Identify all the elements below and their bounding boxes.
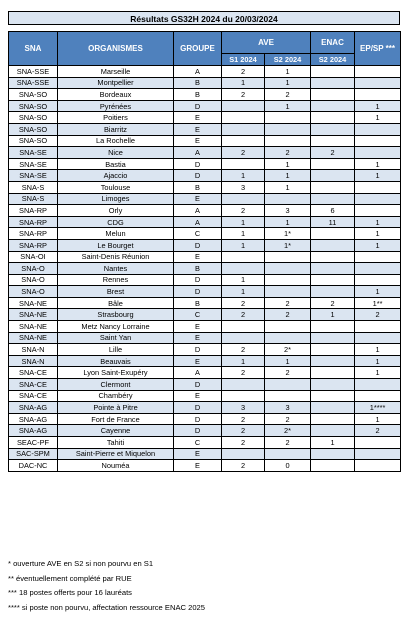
cell-ep-sp: 1 (355, 344, 401, 356)
cell-groupe: A (174, 216, 222, 228)
table-row (9, 100, 401, 112)
table-row (9, 309, 401, 321)
cell-ave-s1: 1 (222, 228, 265, 240)
cell-organisme: Biarritz (58, 123, 174, 135)
cell-ep-sp: 1 (355, 170, 401, 182)
cell-ave-s1: 1 (222, 170, 265, 182)
cell-ave-s1 (222, 135, 265, 147)
table-row (9, 390, 401, 402)
cell-groupe: E (174, 123, 222, 135)
cell-ave-s2: 2 (265, 413, 311, 425)
cell-ave-s2: 1* (265, 239, 311, 251)
cell-ave-s2: 1 (265, 355, 311, 367)
cell-groupe: A (174, 367, 222, 379)
footnote: **** si poste non pourvu, affectation ressource ENAC 2025 (8, 602, 205, 612)
cell-groupe: E (174, 355, 222, 367)
cell-sna: SNA-N (9, 355, 58, 367)
cell-groupe: B (174, 77, 222, 89)
cell-organisme: Orly (58, 205, 174, 217)
cell-sna: SNA-NE (9, 297, 58, 309)
cell-sna: SNA-SO (9, 89, 58, 101)
table-row (9, 448, 401, 460)
table-row (9, 402, 401, 414)
cell-ave-s2: 2 (265, 309, 311, 321)
cell-organisme: Beauvais (58, 355, 174, 367)
cell-sna: SNA-SE (9, 170, 58, 182)
cell-enac-s2 (311, 239, 355, 251)
cell-sna: SNA-N (9, 344, 58, 356)
cell-groupe: E (174, 390, 222, 402)
cell-enac-s2 (311, 390, 355, 402)
cell-ave-s2: 1 (265, 100, 311, 112)
cell-groupe: C (174, 309, 222, 321)
cell-sna: SEAC-PF (9, 437, 58, 449)
table-row (9, 297, 401, 309)
table-row (9, 286, 401, 298)
cell-organisme: Toulouse (58, 181, 174, 193)
header-groupe: GROUPE (174, 32, 222, 66)
cell-ave-s2: 1 (265, 170, 311, 182)
cell-groupe: B (174, 181, 222, 193)
cell-ave-s2: 1 (265, 181, 311, 193)
cell-groupe: E (174, 135, 222, 147)
header-organismes: ORGANISMES (58, 32, 174, 66)
cell-ave-s2: 1 (265, 77, 311, 89)
cell-enac-s2 (311, 193, 355, 205)
cell-enac-s2 (311, 100, 355, 112)
cell-ep-sp (355, 147, 401, 159)
cell-enac-s2 (311, 251, 355, 263)
cell-ep-sp (355, 193, 401, 205)
cell-enac-s2 (311, 274, 355, 286)
cell-organisme: Metz Nancy Lorraine (58, 321, 174, 333)
cell-ave-s1: 2 (222, 309, 265, 321)
cell-ave-s1: 2 (222, 297, 265, 309)
cell-ep-sp (355, 437, 401, 449)
table-row (9, 344, 401, 356)
cell-sna: SNA-AG (9, 425, 58, 437)
cell-ave-s2 (265, 332, 311, 344)
cell-groupe: D (174, 344, 222, 356)
table-row (9, 437, 401, 449)
table-row (9, 332, 401, 344)
cell-ep-sp: 1**** (355, 402, 401, 414)
cell-enac-s2: 1 (311, 437, 355, 449)
cell-organisme: La Rochelle (58, 135, 174, 147)
cell-groupe: E (174, 332, 222, 344)
cell-ave-s1: 2 (222, 89, 265, 101)
cell-groupe: A (174, 205, 222, 217)
cell-enac-s2 (311, 448, 355, 460)
cell-enac-s2: 2 (311, 297, 355, 309)
cell-sna: SNA-CE (9, 379, 58, 391)
table-row (9, 112, 401, 124)
table-row (9, 158, 401, 170)
cell-sna: SNA-S (9, 193, 58, 205)
cell-ave-s2 (265, 263, 311, 275)
cell-ave-s1: 1 (222, 239, 265, 251)
cell-ave-s1 (222, 193, 265, 205)
results-table (8, 31, 401, 472)
cell-ave-s1 (222, 263, 265, 275)
cell-sna: SNA-RP (9, 205, 58, 217)
header-enac: ENAC (311, 32, 355, 54)
cell-organisme: Melun (58, 228, 174, 240)
cell-ep-sp: 1 (355, 286, 401, 298)
page-title: Résultats GS32H 2024 du 20/03/2024 (8, 11, 400, 25)
cell-ave-s2 (265, 251, 311, 263)
table-row (9, 123, 401, 135)
table-row (9, 425, 401, 437)
cell-ep-sp (355, 274, 401, 286)
cell-ave-s1: 2 (222, 460, 265, 472)
cell-organisme: Bâle (58, 297, 174, 309)
cell-enac-s2 (311, 66, 355, 78)
cell-organisme: Rennes (58, 274, 174, 286)
cell-ep-sp (355, 123, 401, 135)
cell-ave-s2 (265, 112, 311, 124)
cell-ave-s1: 2 (222, 367, 265, 379)
cell-ep-sp: 1 (355, 216, 401, 228)
cell-ave-s1: 1 (222, 216, 265, 228)
cell-sna: SNA-O (9, 263, 58, 275)
cell-sna: SNA-CE (9, 390, 58, 402)
table-row (9, 147, 401, 159)
table-row (9, 228, 401, 240)
cell-sna: SAC-SPM (9, 448, 58, 460)
cell-enac-s2 (311, 112, 355, 124)
cell-ep-sp: 2 (355, 309, 401, 321)
cell-ave-s2: 0 (265, 460, 311, 472)
table-row (9, 263, 401, 275)
cell-enac-s2 (311, 181, 355, 193)
results-sheet (8, 11, 400, 472)
cell-ave-s1 (222, 100, 265, 112)
cell-ave-s2: 2 (265, 297, 311, 309)
cell-enac-s2: 6 (311, 205, 355, 217)
cell-ave-s1: 3 (222, 402, 265, 414)
cell-ave-s2 (265, 135, 311, 147)
cell-organisme: Poitiers (58, 112, 174, 124)
cell-groupe: E (174, 321, 222, 333)
table-row (9, 239, 401, 251)
cell-enac-s2 (311, 263, 355, 275)
header-sna: SNA (9, 32, 58, 66)
cell-sna: SNA-RP (9, 239, 58, 251)
cell-ave-s1: 1 (222, 274, 265, 286)
cell-ave-s1: 1 (222, 77, 265, 89)
cell-ep-sp (355, 263, 401, 275)
cell-ep-sp: 2 (355, 425, 401, 437)
cell-ave-s2: 2 (265, 89, 311, 101)
cell-groupe: E (174, 448, 222, 460)
header-ave-s2: S2 2024 (265, 54, 311, 66)
cell-ep-sp: 1 (355, 158, 401, 170)
cell-sna: SNA-SSE (9, 66, 58, 78)
cell-organisme: Brest (58, 286, 174, 298)
cell-ave-s1 (222, 390, 265, 402)
cell-groupe: D (174, 170, 222, 182)
cell-ep-sp (355, 332, 401, 344)
cell-enac-s2 (311, 379, 355, 391)
table-row (9, 367, 401, 379)
cell-organisme: Fort de France (58, 413, 174, 425)
cell-sna: SNA-SO (9, 135, 58, 147)
cell-groupe: D (174, 379, 222, 391)
cell-groupe: D (174, 286, 222, 298)
cell-enac-s2 (311, 321, 355, 333)
cell-ave-s2 (265, 193, 311, 205)
cell-ave-s2 (265, 286, 311, 298)
cell-ave-s1: 1 (222, 355, 265, 367)
table-row (9, 274, 401, 286)
cell-ave-s1 (222, 158, 265, 170)
cell-enac-s2 (311, 286, 355, 298)
cell-enac-s2 (311, 344, 355, 356)
cell-organisme: Marseille (58, 66, 174, 78)
table-row (9, 77, 401, 89)
cell-sna: SNA-NE (9, 309, 58, 321)
cell-sna: SNA-SSE (9, 77, 58, 89)
table-row (9, 413, 401, 425)
cell-groupe: B (174, 297, 222, 309)
cell-ave-s1 (222, 332, 265, 344)
cell-organisme: Saint-Denis Réunion (58, 251, 174, 263)
table-row (9, 251, 401, 263)
table-row (9, 66, 401, 78)
cell-sna: SNA-RP (9, 228, 58, 240)
cell-ave-s1: 1 (222, 286, 265, 298)
cell-organisme: Le Bourget (58, 239, 174, 251)
cell-sna: SNA-SO (9, 100, 58, 112)
cell-organisme: Chambéry (58, 390, 174, 402)
cell-ep-sp (355, 448, 401, 460)
cell-organisme: Cayenne (58, 425, 174, 437)
table-row (9, 193, 401, 205)
cell-sna: SNA-CE (9, 367, 58, 379)
cell-ep-sp: 1 (355, 413, 401, 425)
cell-groupe: B (174, 263, 222, 275)
cell-organisme: Clermont (58, 379, 174, 391)
cell-enac-s2 (311, 123, 355, 135)
cell-ave-s2 (265, 379, 311, 391)
cell-sna: SNA-NE (9, 321, 58, 333)
cell-sna: SNA-SE (9, 158, 58, 170)
cell-organisme: Nice (58, 147, 174, 159)
table-row (9, 379, 401, 391)
cell-ep-sp (355, 135, 401, 147)
cell-ave-s2 (265, 390, 311, 402)
cell-groupe: D (174, 402, 222, 414)
cell-enac-s2: 2 (311, 147, 355, 159)
cell-ep-sp: 1 (355, 112, 401, 124)
cell-ep-sp: 1** (355, 297, 401, 309)
table-row (9, 460, 401, 472)
cell-groupe: A (174, 147, 222, 159)
cell-groupe: D (174, 158, 222, 170)
cell-ep-sp (355, 460, 401, 472)
cell-groupe: D (174, 413, 222, 425)
cell-organisme: Tahiti (58, 437, 174, 449)
cell-ave-s1 (222, 321, 265, 333)
cell-enac-s2 (311, 332, 355, 344)
cell-ep-sp: 1 (355, 100, 401, 112)
cell-groupe: E (174, 251, 222, 263)
cell-enac-s2 (311, 228, 355, 240)
cell-ave-s1: 2 (222, 413, 265, 425)
cell-ave-s2: 1 (265, 66, 311, 78)
cell-ave-s2: 2 (265, 367, 311, 379)
cell-enac-s2 (311, 367, 355, 379)
cell-ave-s2: 1* (265, 228, 311, 240)
cell-organisme: Limoges (58, 193, 174, 205)
header-enac-s2: S2 2024 (311, 54, 355, 66)
cell-ep-sp (355, 321, 401, 333)
cell-sna: SNA-S (9, 181, 58, 193)
cell-groupe: D (174, 274, 222, 286)
cell-ave-s2: 2* (265, 344, 311, 356)
cell-groupe: C (174, 228, 222, 240)
cell-organisme: Saint Yan (58, 332, 174, 344)
cell-enac-s2 (311, 460, 355, 472)
table-row (9, 135, 401, 147)
table-row (9, 205, 401, 217)
cell-ave-s1 (222, 123, 265, 135)
cell-enac-s2 (311, 77, 355, 89)
cell-organisme: Lyon Saint-Exupéry (58, 367, 174, 379)
footnote: ** éventuellement complété par RUE (8, 573, 132, 583)
cell-sna: SNA-OI (9, 251, 58, 263)
cell-sna: SNA-O (9, 286, 58, 298)
table-row (9, 321, 401, 333)
cell-organisme: Saint-Pierre et Miquelon (58, 448, 174, 460)
cell-ave-s1: 2 (222, 344, 265, 356)
cell-enac-s2 (311, 89, 355, 101)
cell-groupe: E (174, 193, 222, 205)
cell-ave-s2: 3 (265, 402, 311, 414)
cell-organisme: Bastia (58, 158, 174, 170)
table-row (9, 355, 401, 367)
cell-sna: SNA-AG (9, 402, 58, 414)
cell-organisme: Nantes (58, 263, 174, 275)
cell-organisme: Bordeaux (58, 89, 174, 101)
cell-ave-s1 (222, 448, 265, 460)
cell-ave-s1: 2 (222, 437, 265, 449)
cell-groupe: B (174, 89, 222, 101)
cell-enac-s2 (311, 170, 355, 182)
cell-ave-s2: 2 (265, 437, 311, 449)
cell-organisme: Nouméa (58, 460, 174, 472)
cell-groupe: E (174, 460, 222, 472)
cell-groupe: E (174, 112, 222, 124)
cell-ave-s1: 2 (222, 205, 265, 217)
cell-groupe: A (174, 66, 222, 78)
cell-ave-s2: 2* (265, 425, 311, 437)
cell-ave-s1: 2 (222, 425, 265, 437)
footnote: * ouverture AVE en S2 si non pourvu en S1 (8, 559, 154, 568)
cell-organisme: Montpellier (58, 77, 174, 89)
cell-enac-s2 (311, 402, 355, 414)
cell-ave-s2 (265, 448, 311, 460)
cell-ave-s2: 2 (265, 147, 311, 159)
cell-enac-s2 (311, 158, 355, 170)
cell-sna: SNA-SE (9, 147, 58, 159)
table-row (9, 170, 401, 182)
cell-enac-s2: 1 (311, 309, 355, 321)
cell-sna: SNA-RP (9, 216, 58, 228)
footnote: *** 18 postes offerts pour 16 lauréats (8, 588, 132, 597)
table-row (9, 216, 401, 228)
table-row (9, 181, 401, 193)
cell-ave-s1 (222, 112, 265, 124)
cell-enac-s2 (311, 425, 355, 437)
footnotes (8, 557, 205, 615)
header-ep-sp: EP/SP *** (355, 32, 401, 66)
cell-ave-s2 (265, 321, 311, 333)
cell-ep-sp (355, 181, 401, 193)
cell-organisme: Pointe à Pitre (58, 402, 174, 414)
cell-ave-s2: 1 (265, 216, 311, 228)
cell-sna: SNA-O (9, 274, 58, 286)
cell-groupe: D (174, 100, 222, 112)
cell-sna: DAC-NC (9, 460, 58, 472)
cell-ave-s1 (222, 251, 265, 263)
cell-sna: SNA-SO (9, 112, 58, 124)
cell-groupe: D (174, 239, 222, 251)
cell-enac-s2 (311, 135, 355, 147)
cell-ep-sp (355, 390, 401, 402)
cell-sna: SNA-NE (9, 332, 58, 344)
cell-enac-s2: 11 (311, 216, 355, 228)
cell-ave-s2: 3 (265, 205, 311, 217)
cell-groupe: D (174, 425, 222, 437)
cell-ave-s1 (222, 379, 265, 391)
cell-ep-sp (355, 251, 401, 263)
cell-groupe: C (174, 437, 222, 449)
cell-organisme: Ajaccio (58, 170, 174, 182)
cell-ep-sp: 1 (355, 355, 401, 367)
cell-ep-sp (355, 379, 401, 391)
cell-ep-sp (355, 77, 401, 89)
cell-ep-sp (355, 205, 401, 217)
cell-enac-s2 (311, 355, 355, 367)
header-ave-s1: S1 2024 (222, 54, 265, 66)
cell-sna: SNA-SO (9, 123, 58, 135)
cell-enac-s2 (311, 413, 355, 425)
cell-ave-s1: 3 (222, 181, 265, 193)
cell-ep-sp (355, 66, 401, 78)
cell-ep-sp: 1 (355, 239, 401, 251)
cell-sna: SNA-AG (9, 413, 58, 425)
cell-ave-s2: 1 (265, 158, 311, 170)
cell-ave-s1: 2 (222, 66, 265, 78)
cell-ave-s2 (265, 274, 311, 286)
cell-organisme: Pyrénées (58, 100, 174, 112)
cell-organisme: CDG (58, 216, 174, 228)
table-row (9, 89, 401, 101)
header-ave: AVE (222, 32, 311, 54)
cell-ep-sp (355, 89, 401, 101)
cell-ep-sp: 1 (355, 367, 401, 379)
table-body (9, 66, 401, 472)
cell-ep-sp: 1 (355, 228, 401, 240)
cell-organisme: Lille (58, 344, 174, 356)
cell-organisme: Strasbourg (58, 309, 174, 321)
cell-ave-s1: 2 (222, 147, 265, 159)
cell-ave-s2 (265, 123, 311, 135)
